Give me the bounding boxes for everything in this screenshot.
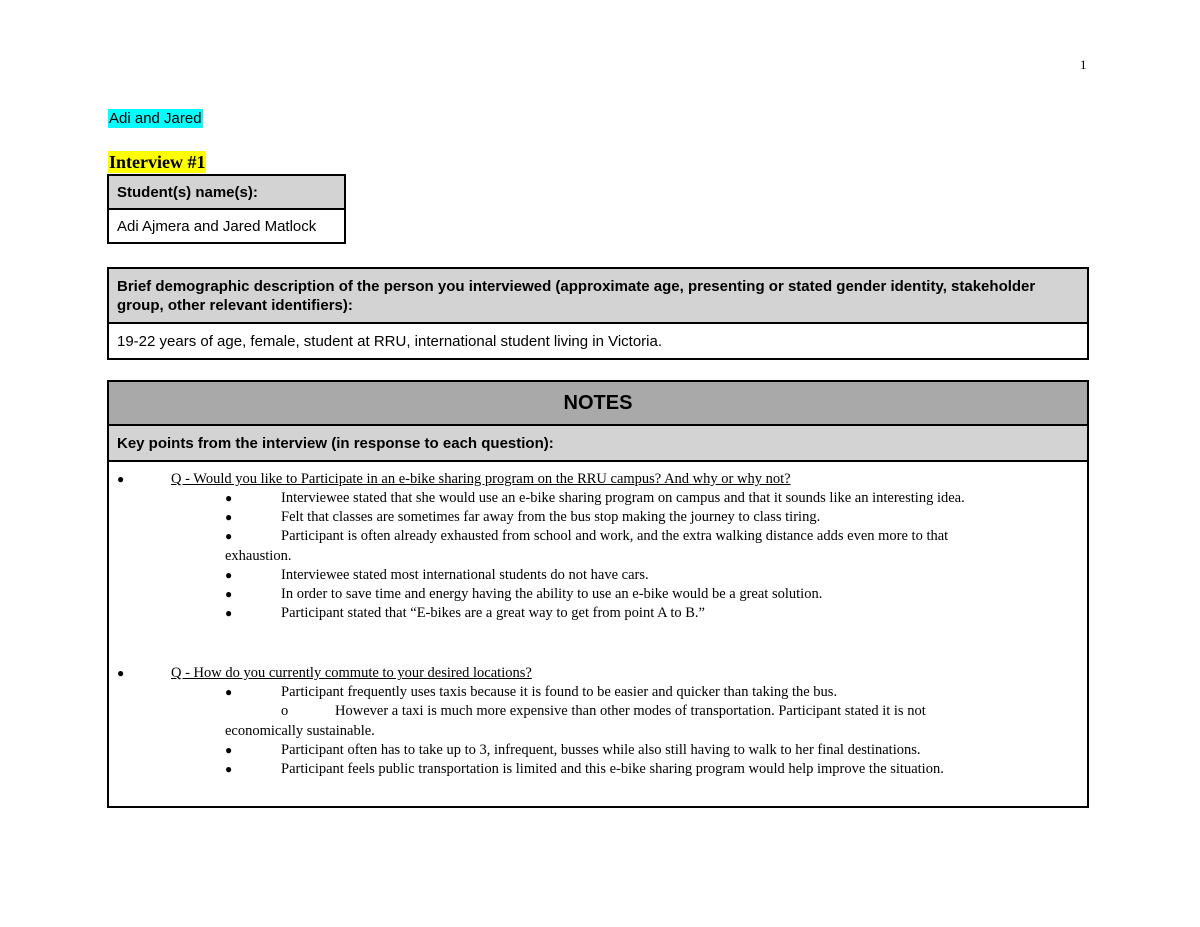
q1-point: Interviewee stated most international students do not have cars. [281,567,649,583]
q1-point: In order to save time and energy having the ability to use an e-bike would be a great solution. [281,586,823,602]
demographic-value: 19-22 years of age, female, student at RRU, international student living in Victoria. [108,323,1088,359]
bullet-icon: ● [225,762,233,776]
bullet-icon: ● [225,510,233,524]
q1-point: Felt that classes are sometimes far away from the bus stop making the journey to class tiring. [281,509,821,525]
q1-point: Interviewee stated that she would use an e-bike sharing program on campus and that it sounds like an interesting idea. [281,490,965,506]
question-2: Q - How do you currently commute to your desired locations? [171,665,532,681]
bullet-icon: ● [225,685,233,699]
sub-bullet-icon: o [281,703,289,719]
q2-subpoint: However a taxi is much more expensive than other modes of transportation. Participant stated it is not [335,703,926,719]
bullet-icon: ● [225,606,233,620]
demographic-label: Brief demographic description of the person you interviewed (approximate age, presenting or stated gender identity, stakeholder group, other relevant identifiers): [108,268,1088,323]
key-points-label: Key points from the interview (in response to each question): [108,425,1088,461]
q2-subpoint-continued: economically sustainable. [225,723,375,739]
question-1: Q - Would you like to Participate in an e-bike sharing program on the RRU campus? And why or why not? [171,471,791,487]
author-names: Adi and Jared [109,110,202,127]
q2-point: Participant frequently uses taxis because it is found to be easier and quicker than taking the bus. [281,684,838,700]
interview-title: Interview #1 [109,152,206,172]
students-value: Adi Ajmera and Jared Matlock [108,209,345,243]
q2-point: Participant often has to take up to 3, infrequent, busses while also still having to walk to her final destinations. [281,742,921,758]
q1-point-continued: exhaustion. [225,548,292,564]
notes-body [109,462,1087,806]
bullet-icon: ● [225,568,233,582]
students-table [107,174,346,244]
notes-content [108,461,1088,807]
q1-point: Participant stated that “E-bikes are a great way to get from point A to B.” [281,605,705,621]
q2-point: Participant feels public transportation is limited and this e-bike sharing program would help improve the situation. [281,761,944,777]
q1-point: Participant is often already exhausted from school and work, and the extra walking distance adds even more to that [281,528,949,544]
bullet-icon: ● [117,666,125,680]
bullet-icon: ● [225,587,233,601]
bullet-icon: ● [225,743,233,757]
notes-title: NOTES [108,381,1088,425]
page-number: 1 [1080,57,1087,72]
bullet-icon: ● [225,491,233,505]
bullet-icon: ● [117,472,125,486]
notes-table [107,380,1089,808]
bullet-icon: ● [225,529,233,543]
students-label: Student(s) name(s): [108,175,345,209]
demographic-table [107,267,1089,360]
